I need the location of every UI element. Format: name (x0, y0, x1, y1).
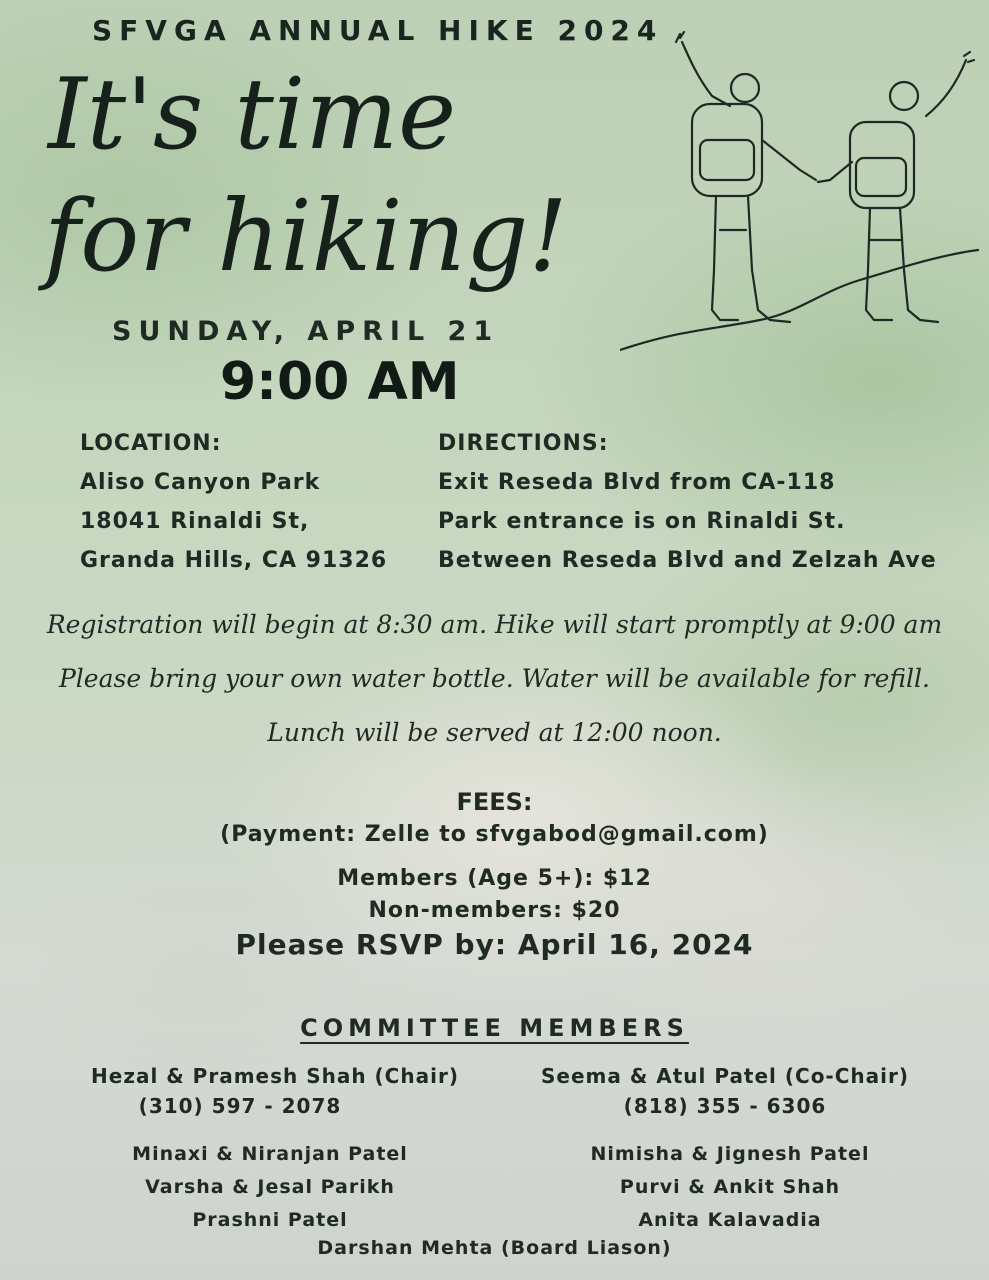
note-registration: Registration will begin at 8:30 am. Hike will start promptly at 9:00 am (46, 610, 943, 639)
event-header-title: SFVGA ANNUAL HIKE 2024 (92, 14, 664, 47)
location-label: LOCATION: (80, 431, 222, 456)
directions-block (438, 424, 937, 580)
directions-line: Park entrance is on Rinaldi St. (438, 509, 846, 534)
note-water: Please bring your own water bottle. Water will be available for refill. (58, 664, 930, 693)
committee-heading: COMMITTEE MEMBERS (300, 1014, 689, 1042)
board-liaison: Darshan Mehta (Board Liason) (317, 1237, 672, 1259)
committee-member: Varsha & Jesal Parikh (145, 1176, 395, 1198)
location-line: 18041 Rinaldi St, (80, 509, 310, 534)
cochair-name: Seema & Atul Patel (Co-Chair) (540, 1064, 910, 1088)
committee-member: Minaxi & Niranjan Patel (132, 1143, 408, 1165)
committee-right-column (520, 1138, 940, 1237)
location-line: Granda Hills, CA 91326 (80, 548, 388, 573)
fees-label: FEES: (456, 788, 533, 816)
chair-phone: (310) 597 - 2078 (138, 1094, 342, 1118)
fees-members: Members (Age 5+): $12 (337, 866, 652, 891)
committee-left-column (60, 1138, 480, 1237)
location-block (80, 424, 387, 580)
committee-member: Nimisha & Jignesh Patel (590, 1143, 870, 1165)
chair-name: Hezal & Pramesh Shah (Chair) (91, 1064, 459, 1088)
cochair-phone: (818) 355 - 6306 (623, 1094, 827, 1118)
committee-member: Purvi & Ankit Shah (619, 1176, 841, 1198)
hikers-illustration (620, 30, 980, 360)
rsvp-deadline: Please RSVP by: April 16, 2024 (235, 928, 754, 961)
event-time: 9:00 AM (220, 352, 460, 412)
directions-label: DIRECTIONS: (438, 431, 609, 456)
headline-line-2: for hiking! (44, 180, 568, 294)
headline-line-1: It's time (48, 58, 457, 172)
fees-payment: (Payment: Zelle to sfvgabod@gmail.com) (220, 822, 769, 847)
event-date: SUNDAY, APRIL 21 (112, 316, 500, 347)
note-lunch: Lunch will be served at 12:00 noon. (267, 718, 722, 747)
committee-member: Anita Kalavadia (638, 1209, 822, 1231)
location-line: Aliso Canyon Park (80, 470, 321, 495)
fees-nonmembers: Non-members: $20 (368, 898, 621, 923)
directions-line: Exit Reseda Blvd from CA-118 (438, 470, 836, 495)
directions-line: Between Reseda Blvd and Zelzah Ave (438, 548, 937, 573)
committee-member: Prashni Patel (192, 1209, 348, 1231)
